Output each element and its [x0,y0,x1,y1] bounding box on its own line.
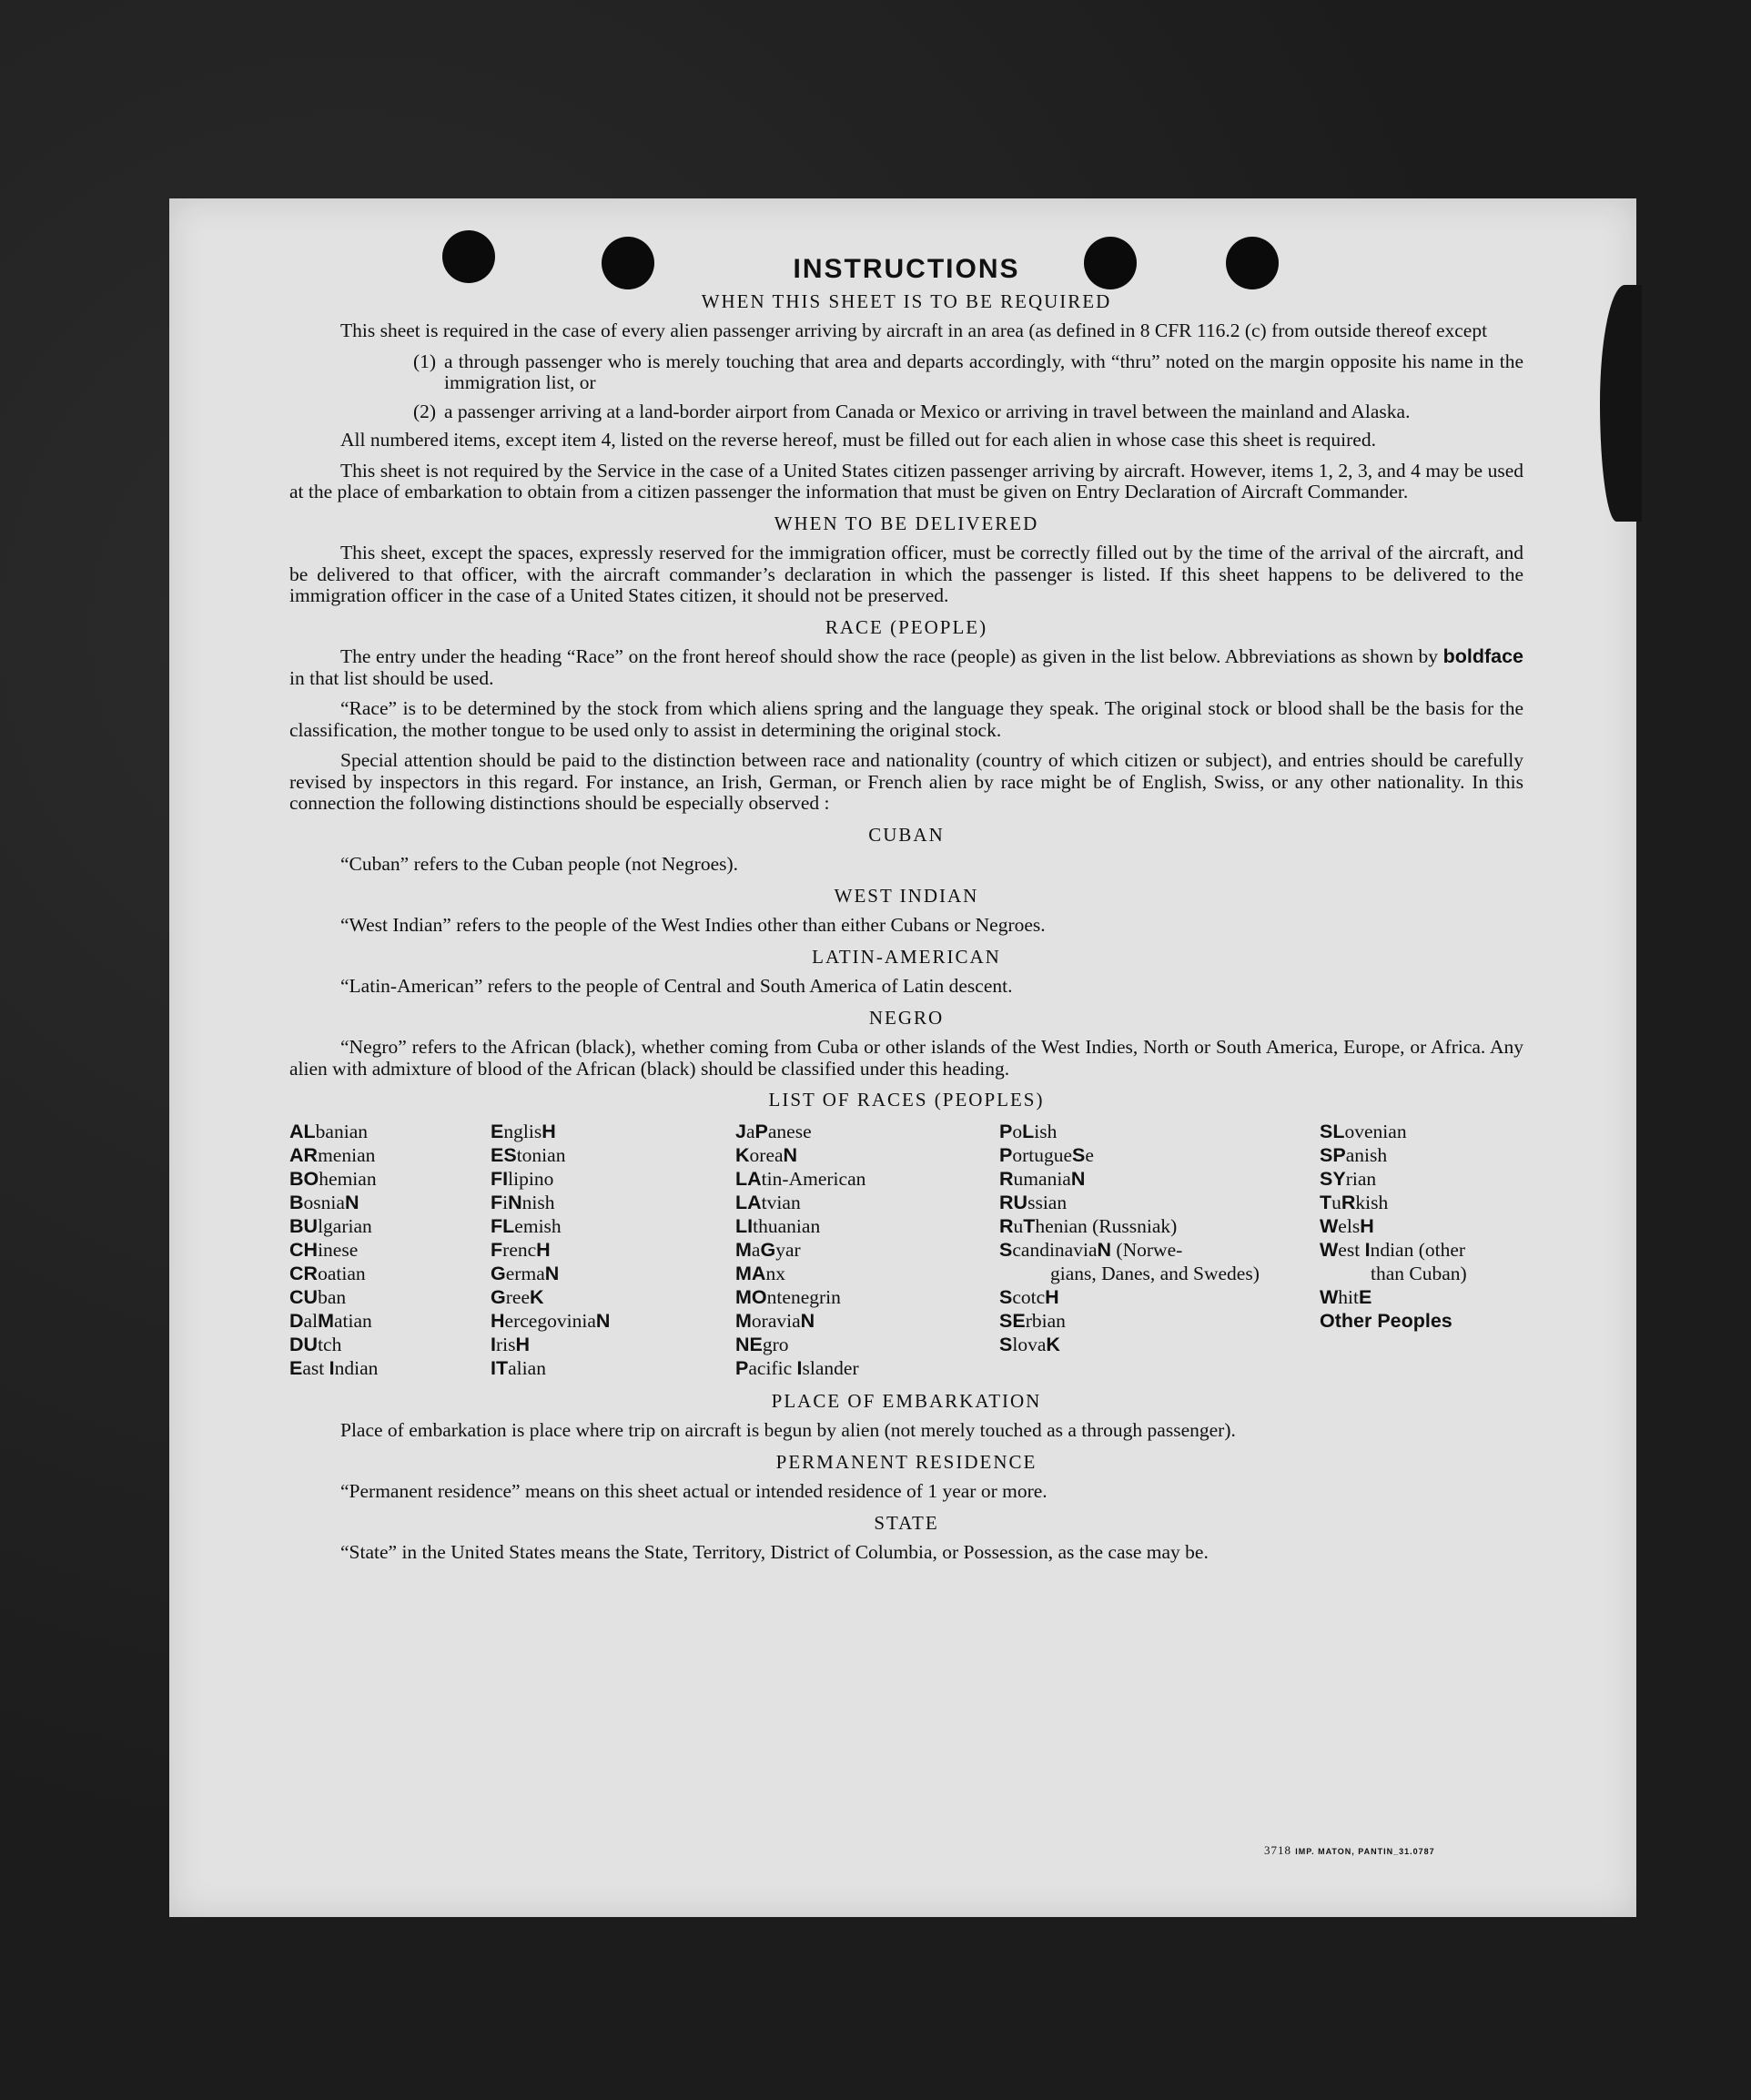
paragraph-embarkation: Place of embarkation is place where trip on aircraft is begun by alien (not merely touched as a through passenger). [340,1419,1236,1441]
race-list [289,1120,1523,1380]
race-item: FLemish [491,1214,562,1237]
exception-number: (2) [413,400,437,422]
exception-item-2 [413,401,1523,423]
heading-cuban: CUBAN [868,823,945,846]
race-item: MOntenegrin [735,1285,841,1308]
paragraph-delivery: This sheet, except the spaces, expressly reserved for the immigration officer, must be correctly filled out by the time of the arrival of the aircraft, and be delivered to that officer, with the aircraft commander’s declaration in which the passenger is listed. If this sheet happens to be delivered to the immigration officer in the case of a United States citizen, it should not be preserved. [289,542,1523,606]
race-item-continuation: than Cuban) [1371,1262,1467,1284]
heading-list-of-races: LIST OF RACES (PEOPLES) [768,1089,1045,1111]
heading-embarkation: PLACE OF EMBARKATION [771,1389,1042,1412]
race-item: BosniaN [289,1191,359,1213]
race-item: LAtvian [735,1191,801,1213]
race-item: GermaN [491,1262,560,1284]
race-item: Other Peoples [1320,1309,1452,1332]
race-item: MoraviaN [735,1309,815,1332]
document-body [289,254,1523,1573]
race-item: CUban [289,1285,347,1308]
heading-state: STATE [874,1511,939,1534]
race-item: EnglisH [491,1120,556,1142]
race-entry-text-end: in that list should be used. [289,666,494,689]
race-item: SPanish [1320,1143,1388,1166]
race-item: LIthuanian [735,1214,821,1237]
race-column [491,1120,735,1380]
race-column [999,1120,1320,1380]
heading-negro: NEGRO [868,1006,945,1029]
race-item: FiNnish [491,1191,555,1213]
paragraph-race-stock: “Race” is to be determined by the stock from which aliens spring and the language they speak. The original stock or blood shall be the basis for the classification, the mother tongue to be used only to assist in determining the original stock. [289,697,1523,741]
boldface-word: boldface [1442,645,1523,667]
exception-text: a passenger arriving at a land-border airport from Canada or Mexico or arriving in travel between the mainland and Alaska. [444,400,1411,422]
race-item: JaPanese [735,1120,812,1142]
race-item: RuThenian (Russniak) [999,1214,1178,1237]
race-item: RumaniaN [999,1167,1086,1190]
race-item: RUssian [999,1191,1068,1213]
race-item: ScandinaviaN (Norwe- gians, Danes, and Swedes) [999,1238,1320,1285]
race-entry-text: The entry under the heading “Race” on the front hereof should show the race (people) as given in the list below. Abbreviations as shown by [340,645,1438,667]
heading-latin-american: LATIN-AMERICAN [812,945,1001,968]
paragraph-state: “State” in the United States means the State, Territory, District of Columbia, or Possession, as the case may be. [340,1541,1209,1563]
race-column [289,1120,491,1380]
race-item: SLovenian [1320,1120,1407,1142]
race-item: East Indian [289,1356,379,1379]
race-item: IrisH [491,1333,531,1355]
race-item: Pacific Islander [735,1356,859,1379]
printer-imprint: IMP. MATON, PANTIN_31.0787 [1295,1847,1435,1856]
paragraph-required-intro: This sheet is required in the case of every alien passenger arriving by aircraft in an area (as defined in 8 CFR 116.2 (c) from outside thereof except [340,320,1488,341]
race-item: SYrian [1320,1167,1377,1190]
paragraph-race-nationality: Special attention should be paid to the distinction between race and nationality (country of which citizen or subject), and entries should be carefully revised by inspectors in this regard. For instance, an Irish, German, or French alien by race might be of English, Swiss, or any other nationality. In this connection the following distinctions should be especially observed : [289,749,1523,814]
race-item: FrencH [491,1238,551,1261]
race-item: ScotcH [999,1285,1059,1308]
paragraph-permanent-residence: “Permanent residence” means on this sheet actual or intended residence of 1 year or more. [340,1480,1048,1502]
paragraph-cuban: “Cuban” refers to the Cuban people (not Negroes). [340,853,739,875]
race-item: DUtch [289,1333,342,1355]
heading-west-indian: WEST INDIAN [834,884,979,907]
race-item: SErbian [999,1309,1066,1332]
race-item: KoreaN [735,1143,798,1166]
race-column [1320,1120,1523,1380]
race-column [735,1120,999,1380]
race-item: FIlipino [491,1167,554,1190]
race-item: ITalian [491,1356,546,1379]
race-item-continuation: gians, Danes, and Swedes) [1050,1262,1260,1284]
printer-mark [1264,1843,1435,1858]
race-item: BOhemian [289,1167,377,1190]
paragraph-numbered-items: All numbered items, except item 4, listed on the reverse hereof, must be filled out for each alien in whose case this sheet is required. [340,429,1376,451]
race-item: NEgro [735,1333,789,1355]
race-item: CRoatian [289,1262,366,1284]
heading-race: RACE (PEOPLE) [825,615,988,638]
race-item: WhitE [1320,1285,1372,1308]
race-item: PortugueSe [999,1143,1094,1166]
race-item: TuRkish [1320,1191,1389,1213]
race-item: ARmenian [289,1143,376,1166]
race-item: GreeK [491,1285,544,1308]
race-item: West Indian (other than Cuban) [1320,1238,1523,1285]
race-item: DalMatian [289,1309,372,1332]
instruction-sheet [169,198,1636,1917]
form-number: 3718 [1264,1843,1291,1857]
paragraph-latin-american: “Latin-American” refers to the people of Central and South America of Latin descent. [340,975,1013,997]
document-title: INSTRUCTIONS [793,254,1020,284]
heading-when-required: WHEN THIS SHEET IS TO BE REQUIRED [701,289,1112,312]
race-item: WelsH [1320,1214,1374,1237]
race-item: CHinese [289,1238,359,1261]
race-item: PoLish [999,1120,1058,1142]
paragraph-negro: “Negro” refers to the African (black), whether coming from Cuba or other islands of the West Indies, North or South America, Europe, or Africa. Any alien with admixture of blood of the African (black) should be classified under this heading. [289,1036,1523,1080]
race-item: EStonian [491,1143,566,1166]
race-item: BUlgarian [289,1214,372,1237]
race-item: ALbanian [289,1120,368,1142]
torn-edge [1600,285,1642,522]
race-item: MAnx [735,1262,785,1284]
exception-number: (1) [413,350,437,372]
race-item: HercegoviniaN [491,1309,611,1332]
exception-item-1 [413,351,1523,394]
race-item: MaGyar [735,1238,801,1261]
paragraph-citizen-passenger: This sheet is not required by the Service in the case of a United States citizen passenger arriving by aircraft. However, items 1, 2, 3, and 4 may be used at the place of embarkation to obtain from a citizen passenger the information that must be given on Entry Declaration of Aircraft Commander. [289,459,1523,502]
paragraph-west-indian: “West Indian” refers to the people of the West Indies other than either Cubans or Negroes. [340,914,1046,936]
race-item: SlovaK [999,1333,1060,1355]
exception-text: a through passenger who is merely touching that area and departs accordingly, with “thru” noted on the margin opposite his name in the immigration list, or [444,350,1523,393]
paragraph-race-entry [289,646,1523,689]
heading-when-delivered: WHEN TO BE DELIVERED [774,512,1039,534]
race-item: LAtin-American [735,1167,866,1190]
heading-permanent-residence: PERMANENT RESIDENCE [775,1450,1037,1473]
